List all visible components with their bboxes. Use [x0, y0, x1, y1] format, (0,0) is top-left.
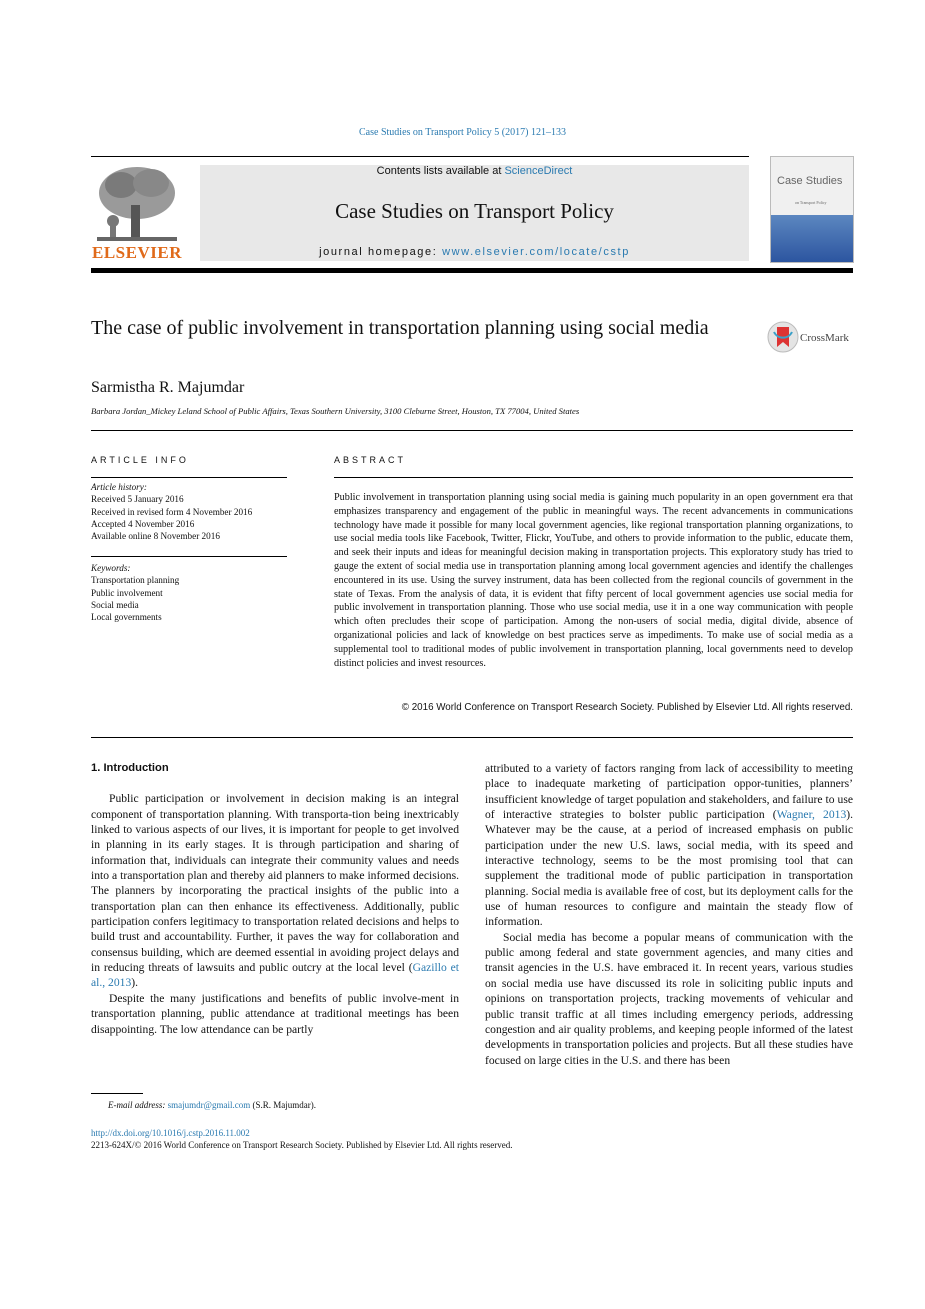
article-history	[91, 481, 252, 542]
cover-image	[771, 215, 853, 262]
info-rule-top	[91, 477, 287, 478]
body-paragraph	[91, 791, 459, 990]
keyword-item: Local governments	[91, 612, 162, 623]
front-matter-rule	[91, 430, 853, 431]
homepage-prefix: journal homepage:	[319, 246, 443, 258]
doi-link[interactable]: http://dx.doi.org/10.1016/j.cstp.2016.11.002	[91, 1128, 250, 1138]
cover-subtitle: on Transport Policy	[795, 200, 827, 205]
history-item: Available online 8 November 2016	[91, 531, 220, 542]
cover-title: Case Studies	[777, 175, 843, 187]
email-link[interactable]: smajumdr@gmail.com	[167, 1100, 251, 1110]
article-info-heading: ARTICLE INFO	[91, 455, 189, 465]
abstract-copyright: © 2016 World Conference on Transport Research Society. Published by Elsevier Ltd. All rights reserved.	[401, 702, 853, 713]
keywords	[91, 562, 179, 623]
author-affiliation: Barbara Jordan_Mickey Leland School of Public Affairs, Texas Southern University, 3100 Cleburne Street, Houston, TX 77004, United States	[91, 406, 580, 416]
history-item: Accepted 4 November 2016	[91, 518, 195, 529]
paragraph-text: ). Whatever may be the cause, at a period of increased emphasis on public participation under the new U.S. laws, social media, with its speed and interactive technology, seems to be the most promising tool that can supplement the traditional mode of public participation in transportation planning. Social media is available free of cost, but its deployment calls for the use of human resources to configure and maintain the steady flow of information.	[485, 808, 854, 929]
abstract-rule	[334, 477, 853, 478]
body-rule	[91, 737, 853, 738]
body-paragraph: Despite the many justifications and benefits of public involve-ment in transportation planning, public attendance at traditional meetings has been disappointing. The low attendance can be partly	[91, 991, 459, 1036]
author-name: Sarmistha R. Majumdar	[91, 379, 245, 396]
body-paragraph: Social media has become a popular means of communication with the public among federal and state government agencies, and many cities and transit agencies in the U.S. have embraced it. In recent years, various studies on social media use have discussed its role in soliciting public inputs and opinions on transportation projects, tracking movements of vehicular and public transit traffic at all times including emergency periods, addressing congestion and air quality problems, and keeping people informed of the latest developments in transportation policies and projects. But all these studies have focused on large cities in the U.S. and there has been	[485, 930, 853, 1067]
contents-line	[200, 165, 749, 177]
journal-title: Case Studies on Transport Policy	[335, 199, 614, 223]
history-item: Received 5 January 2016	[91, 494, 184, 505]
abstract-heading: ABSTRACT	[334, 455, 407, 465]
citation-link[interactable]: Wagner, 2013	[776, 808, 847, 822]
paragraph-text: ).	[131, 976, 139, 990]
paragraph-text: Public participation or involvement in decision making is an integral component of transportation planning. With transporta-tion being inextricably linked to various aspects of our lives, it is important for people to get involved in planning in its early stages. It is through participation and sharing of information that, individuals can integrate their community values and needs into a transportation plan and thereby aid planners to make informed decisions. The planners by incorporating the practical insights of the public into a transportation plan can then enhance its effectiveness. Additionally, public participation confers legitimacy to transportation related decisions and helps to build trust and accountability. Further, it paves the way for collaboration and consensus building, which are deemed essential in avoiding project delays and in reducing threats of lawsuits and public outcry at the local level (	[91, 792, 459, 975]
journal-cover-thumbnail	[770, 156, 854, 263]
abstract-text: Public involvement in transportation planning using social media is gaining much popularity in an open government era that emphasizes transparency and engagement of the public in meaningful ways. The recent advancements in communications technology have made it possible for many local government agencies, like regional transportation planning organizations, to use social media tools like Facebook, Twitter, Flickr, YouTube, and others to provide information to the public, educate them, and seek their inputs and ideas for meaningful decision making in transportation projects. This exploratory study has tried to gauge the extent of social media use in transportation planning among local government agencies and identify the challenges encountered in its use. Using the survey instrument, data has been collected from the regional councils of government in the state of Texas. From the analysis of data, it is evident that fifty percent of local government agencies use social media for public involvement in transportation planning. Those who use social media, use it in a one way communication with people which often precludes their scope of participation. Among the non-users of social media, digital divide, absence of organizational policies and lack of knowledge on best practices serve as impediments. To make use of social media as a supplemental tool to traditional modes of public involvement in transportation planning, local governments need to develop distinct policies and invest resources.	[334, 492, 853, 669]
keywords-label: Keywords:	[91, 563, 131, 573]
article-title: The case of public involvement in transportation planning using social media	[91, 317, 709, 339]
journal-reference[interactable]: Case Studies on Transport Policy 5 (2017) 121–133	[359, 127, 566, 138]
history-label: Article history:	[91, 482, 147, 492]
homepage-link[interactable]: www.elsevier.com/locate/cstp	[442, 246, 630, 258]
crossmark-label[interactable]: CrossMark	[800, 332, 849, 344]
contents-prefix: Contents lists available at	[376, 165, 505, 177]
email-label: E-mail address:	[108, 1100, 168, 1110]
tree-icon	[91, 163, 183, 243]
keyword-item: Social media	[91, 599, 139, 610]
body-column-left	[91, 761, 459, 1037]
homepage-line	[200, 246, 749, 258]
body-paragraph	[485, 761, 853, 930]
journal-banner	[200, 165, 749, 261]
keyword-item: Transportation planning	[91, 575, 180, 586]
section-heading: 1. Introduction	[91, 762, 169, 774]
issn-copyright: 2213-624X/© 2016 World Conference on Transport Research Society. Published by Elsevier Ltd. All rights reserved.	[91, 1140, 513, 1150]
elsevier-wordmark: ELSEVIER	[92, 243, 182, 262]
paragraph-text: attributed to a variety of factors ranging from lack of accessibility to meeting place to inadequate marketing of participation oppor-tunities, planners’ insufficient knowledge of target population and stakeholders, and failure to use of interactive strategies to bolster public participation (	[485, 762, 853, 822]
footnote-email	[108, 1100, 316, 1110]
header-rule	[91, 156, 749, 157]
history-item: Received in revised form 4 November 2016	[91, 506, 253, 517]
keyword-item: Public involvement	[91, 587, 163, 598]
sciencedirect-link[interactable]: ScienceDirect	[504, 165, 573, 177]
crossmark-icon[interactable]	[766, 320, 800, 354]
header-thick-rule	[91, 268, 853, 273]
info-rule-mid	[91, 556, 287, 557]
citation-link[interactable]: Gazillo et al., 2013	[91, 961, 460, 990]
footnote-rule	[91, 1093, 143, 1094]
body-column-right	[485, 761, 853, 1068]
email-suffix: (S.R. Majumdar).	[250, 1100, 316, 1110]
